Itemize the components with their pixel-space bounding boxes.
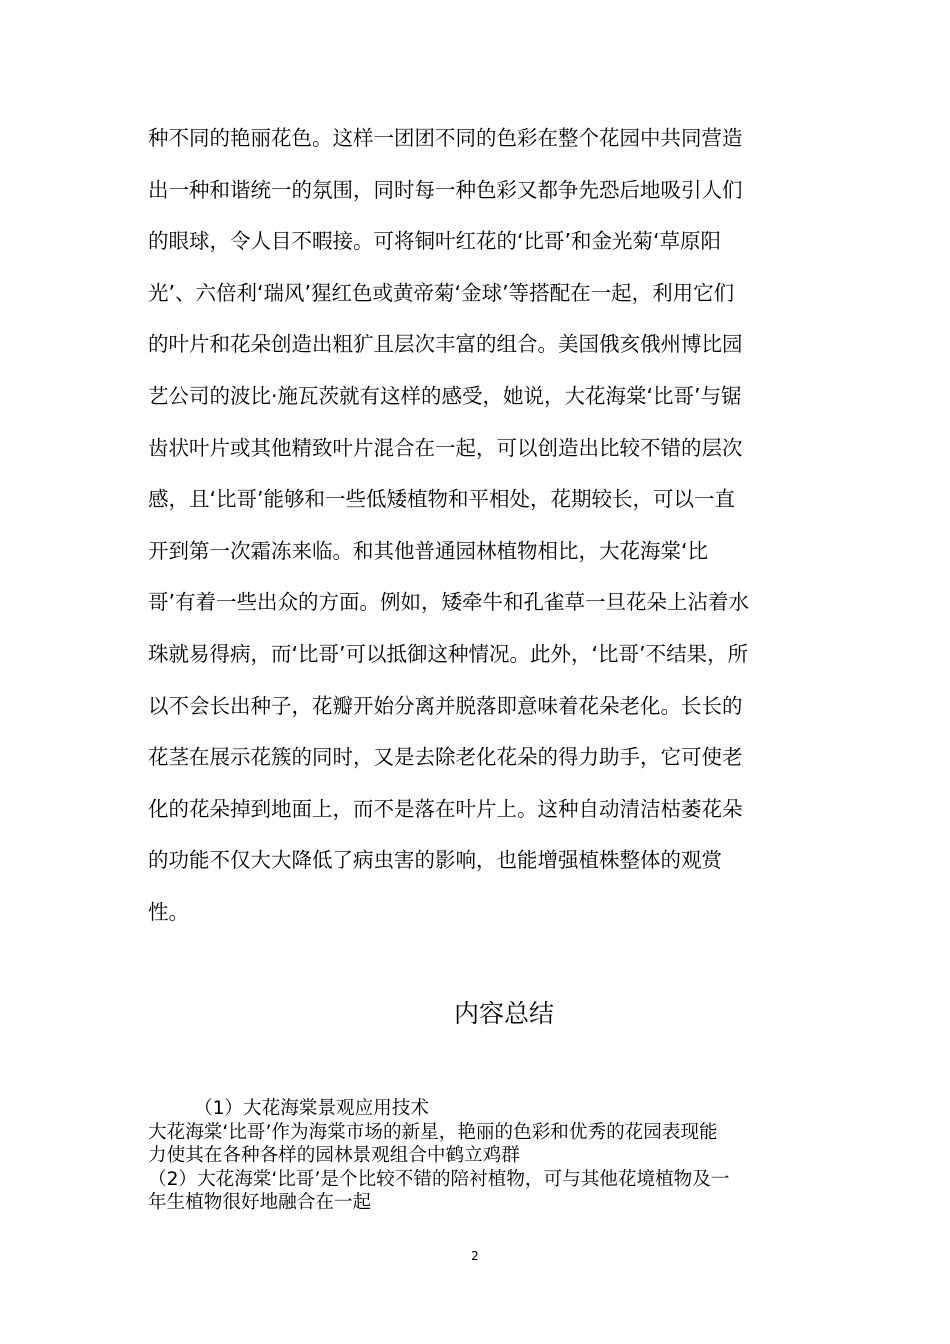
body-line: 的眼球，令人目不暇接。可将铜叶红花的‘比哥’和金光菊‘草原阳: [148, 229, 722, 254]
body-line: 哥’有着一些出众的方面。例如，矮牵牛和孔雀草一旦花朵上沾着水: [148, 590, 750, 615]
summary-line: 年生植物很好地融合在一起: [148, 1192, 372, 1214]
body-paragraph: [148, 113, 808, 939]
summary-line: 力使其在各种各样的园林景观组合中鹤立鸡群: [148, 1145, 520, 1167]
body-line: 齿状叶片或其他精致叶片混合在一起，可以创造出比较不错的层次: [148, 435, 743, 460]
summary-heading: 内容总结: [453, 999, 554, 1028]
summary-section: [148, 1097, 808, 1215]
page-number: 2: [471, 1249, 479, 1263]
body-line: 性。: [148, 899, 189, 924]
body-line: 珠就易得病，而‘比哥’可以抵御这种情况。此外，‘比哥’不结果，所: [148, 641, 749, 666]
body-line: 的叶片和花朵创造出粗犷且层次丰富的组合。美国俄亥俄州博比园: [148, 332, 743, 357]
body-line: 出一种和谐统一的氛围，同时每一种色彩又都争先恐后地吸引人们: [148, 177, 743, 202]
body-line: 种不同的艳丽花色。这样一团团不同的色彩在整个花园中共同营造: [148, 126, 743, 150]
body-line: 以不会长出种子，花瓣开始分离并脱落即意味着花朵老化。长长的: [148, 693, 743, 718]
summary-line: 大花海棠‘比哥’作为海棠市场的新星，艳丽的色彩和优秀的花园表现能: [148, 1121, 718, 1143]
body-line: 光’、六倍利‘瑞风’猩红色或黄帝菊‘金球’等搭配在一起，利用它们: [148, 280, 735, 305]
summary-line: （2）大花海棠‘比哥’是个比较不错的陪衬植物，可与其他花境植物及一: [148, 1168, 730, 1190]
body-line: 艺公司的波比·施瓦茨就有这样的感受，她说，大花海棠‘比哥’与锯: [148, 383, 742, 408]
body-line: 的功能不仅大大降低了病虫害的影响，也能增强植株整体的观赏: [148, 848, 722, 873]
body-line: 开到第一次霜冻来临。和其他普通园林植物相比，大花海棠‘比: [148, 538, 709, 563]
body-line: 感，且‘比哥’能够和一些低矮植物和平相处，花期较长，可以一直: [148, 487, 736, 512]
body-line: 花茎在展示花簇的同时，又是去除老化花朵的得力助手，它可使老: [148, 745, 743, 770]
summary-line: （1）大花海棠景观应用技术: [194, 1098, 429, 1119]
body-line: 化的花朵掉到地面上，而不是落在叶片上。这种自动清洁枯萎花朵: [148, 796, 743, 821]
